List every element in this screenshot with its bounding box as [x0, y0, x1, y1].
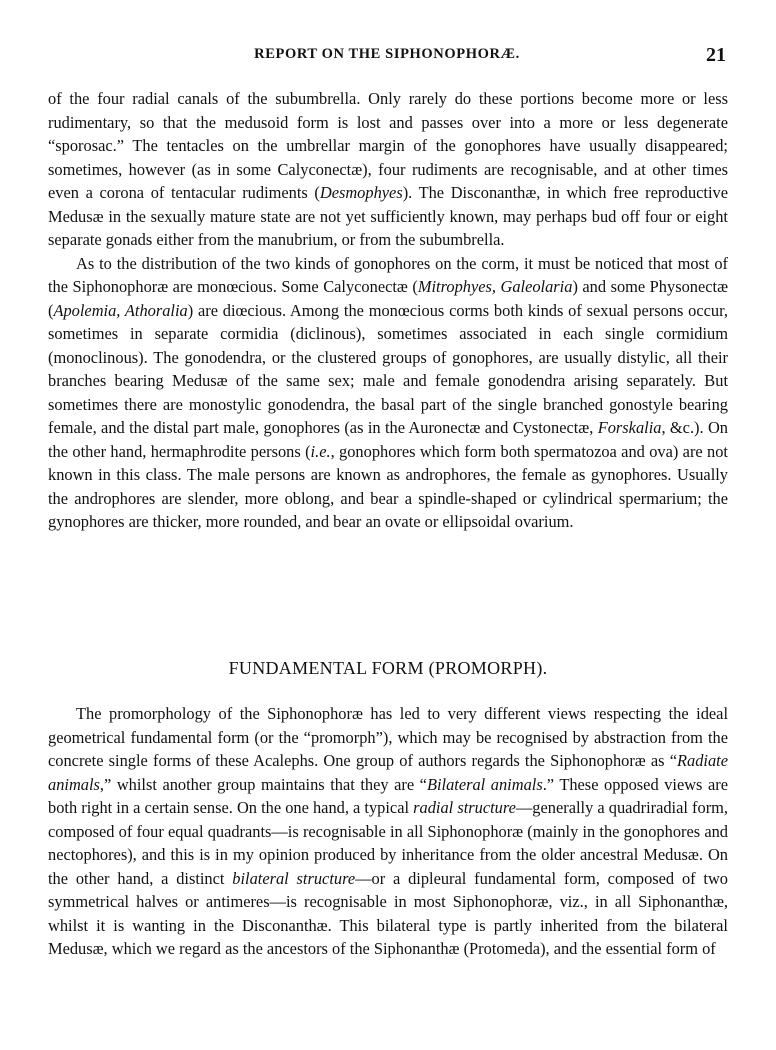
running-head [48, 46, 726, 68]
italic-text-run: i.e. [310, 441, 331, 461]
text-run: ,” whilst another group maintains that they are “ [99, 774, 427, 794]
section-body-promorph [48, 702, 728, 961]
italic-text-run: Desmophyes [319, 183, 403, 202]
section-heading: FUNDAMENTAL FORM (PROMORPH). [228, 658, 548, 678]
text-run: —generally a quadriradial form, composed of four equal quadrants—is recognisable in all Siphonophoræ (mainly in the gonophores and nectophores), and this is in my opinion produced by inheritance from the older ancestral Medusæ. On the other hand, a distinct [48, 798, 729, 888]
paragraph [48, 702, 728, 961]
text-run: , &c.). On the other hand, hermaphrodite persons ( [48, 418, 728, 461]
running-title: REPORT ON THE SIPHONOPHORÆ. [254, 46, 520, 62]
italic-text-run: Apolemia, Athoralia [53, 300, 188, 320]
text-run: —or a dipleural fundamental form, composed of two symmetrical halves or antimeres—is recognisable in most Siphonophoræ, viz., in all Siphonanthæ, whilst it is wanting in the Disconanthæ. This bilateral type is partly inherited from the bilateral Medusæ, which we regard as the ancestors of the Siphonanthæ (Protomeda), and the essential form of [48, 868, 728, 958]
italic-text-run: Mitrophyes, Galeolaria [417, 277, 573, 296]
italic-text-run: Radiate animals [48, 751, 728, 794]
paragraph [48, 252, 728, 534]
text-run: The promorphology of the Siphonophoræ has led to very different views respecting the ideal geometrical fundamental form (or the “promorph”), which may be recognised by abstraction from the concrete single forms of these Acalephs. One group of authors regards the Siphonophoræ as “ [48, 704, 728, 770]
text-run: , gonophores which form both spermatozoa and ova) are not known in this class. The male persons are known as androphores, the female as gynophores. Usually the androphores are slender, more oblong, and bear a spindle-shaped or cylindrical spermarium; the gynophores are thicker, more rounded, and bear an ovate or ellipsoidal ovarium. [48, 441, 728, 531]
italic-text-run: bilateral structure [232, 868, 356, 888]
italic-text-run: Forskalia [597, 418, 662, 437]
page-number: 21 [706, 44, 726, 66]
italic-text-run: Bilateral animals [426, 774, 543, 794]
text-run: ). The Disconanthæ, in which free reproductive Medusæ in the sexually mature state are not yet sufficiently known, may perhaps bud off four or eight separate gonads either from the manubrium, or from the subumbrella. [48, 183, 728, 249]
text-run: As to the distribution of the two kinds of gonophores on the corm, it must be noticed that most of the Siphonophoræ are monœcious. Some Calyconectæ ( [48, 253, 728, 296]
paragraph [48, 87, 728, 252]
text-run: of the four radial canals of the subumbrella. Only rarely do these portions become more or less rudimentary, so that the medusoid form is lost and passes over into a more or less degenerate “sporosac.” The tentacles on the umbrellar margin of the gonophores have usually disappeared; sometimes, however (as in some Calyconectæ), four rudiments are recognisable, and at other times even a corona of tentacular rudiments ( [48, 89, 728, 202]
section-body-reproduction [48, 87, 728, 534]
italic-text-run: radial structure [413, 798, 516, 817]
text-run: .” These opposed views are both right in a certain sense. On the one hand, a typical [48, 774, 728, 817]
text-run: ) and some Physonectæ ( [48, 277, 728, 320]
text-run: ) are diœcious. Among the monœcious corms both kinds of sexual persons occur, sometimes in separate cormidia (diclinous), sometimes associated in each single cormidium (monoclinous). The gonodendra, or the clustered groups of gonophores, are usually distylic, all their branches bearing Medusæ of the same sex; male and female gonodendra arising separately. But sometimes there are monostylic gonodendra, the basal part of the single branched gonostyle bearing female, and the distal part male, gonophores (as in the Auronectæ and Cystonectæ, [48, 300, 728, 437]
